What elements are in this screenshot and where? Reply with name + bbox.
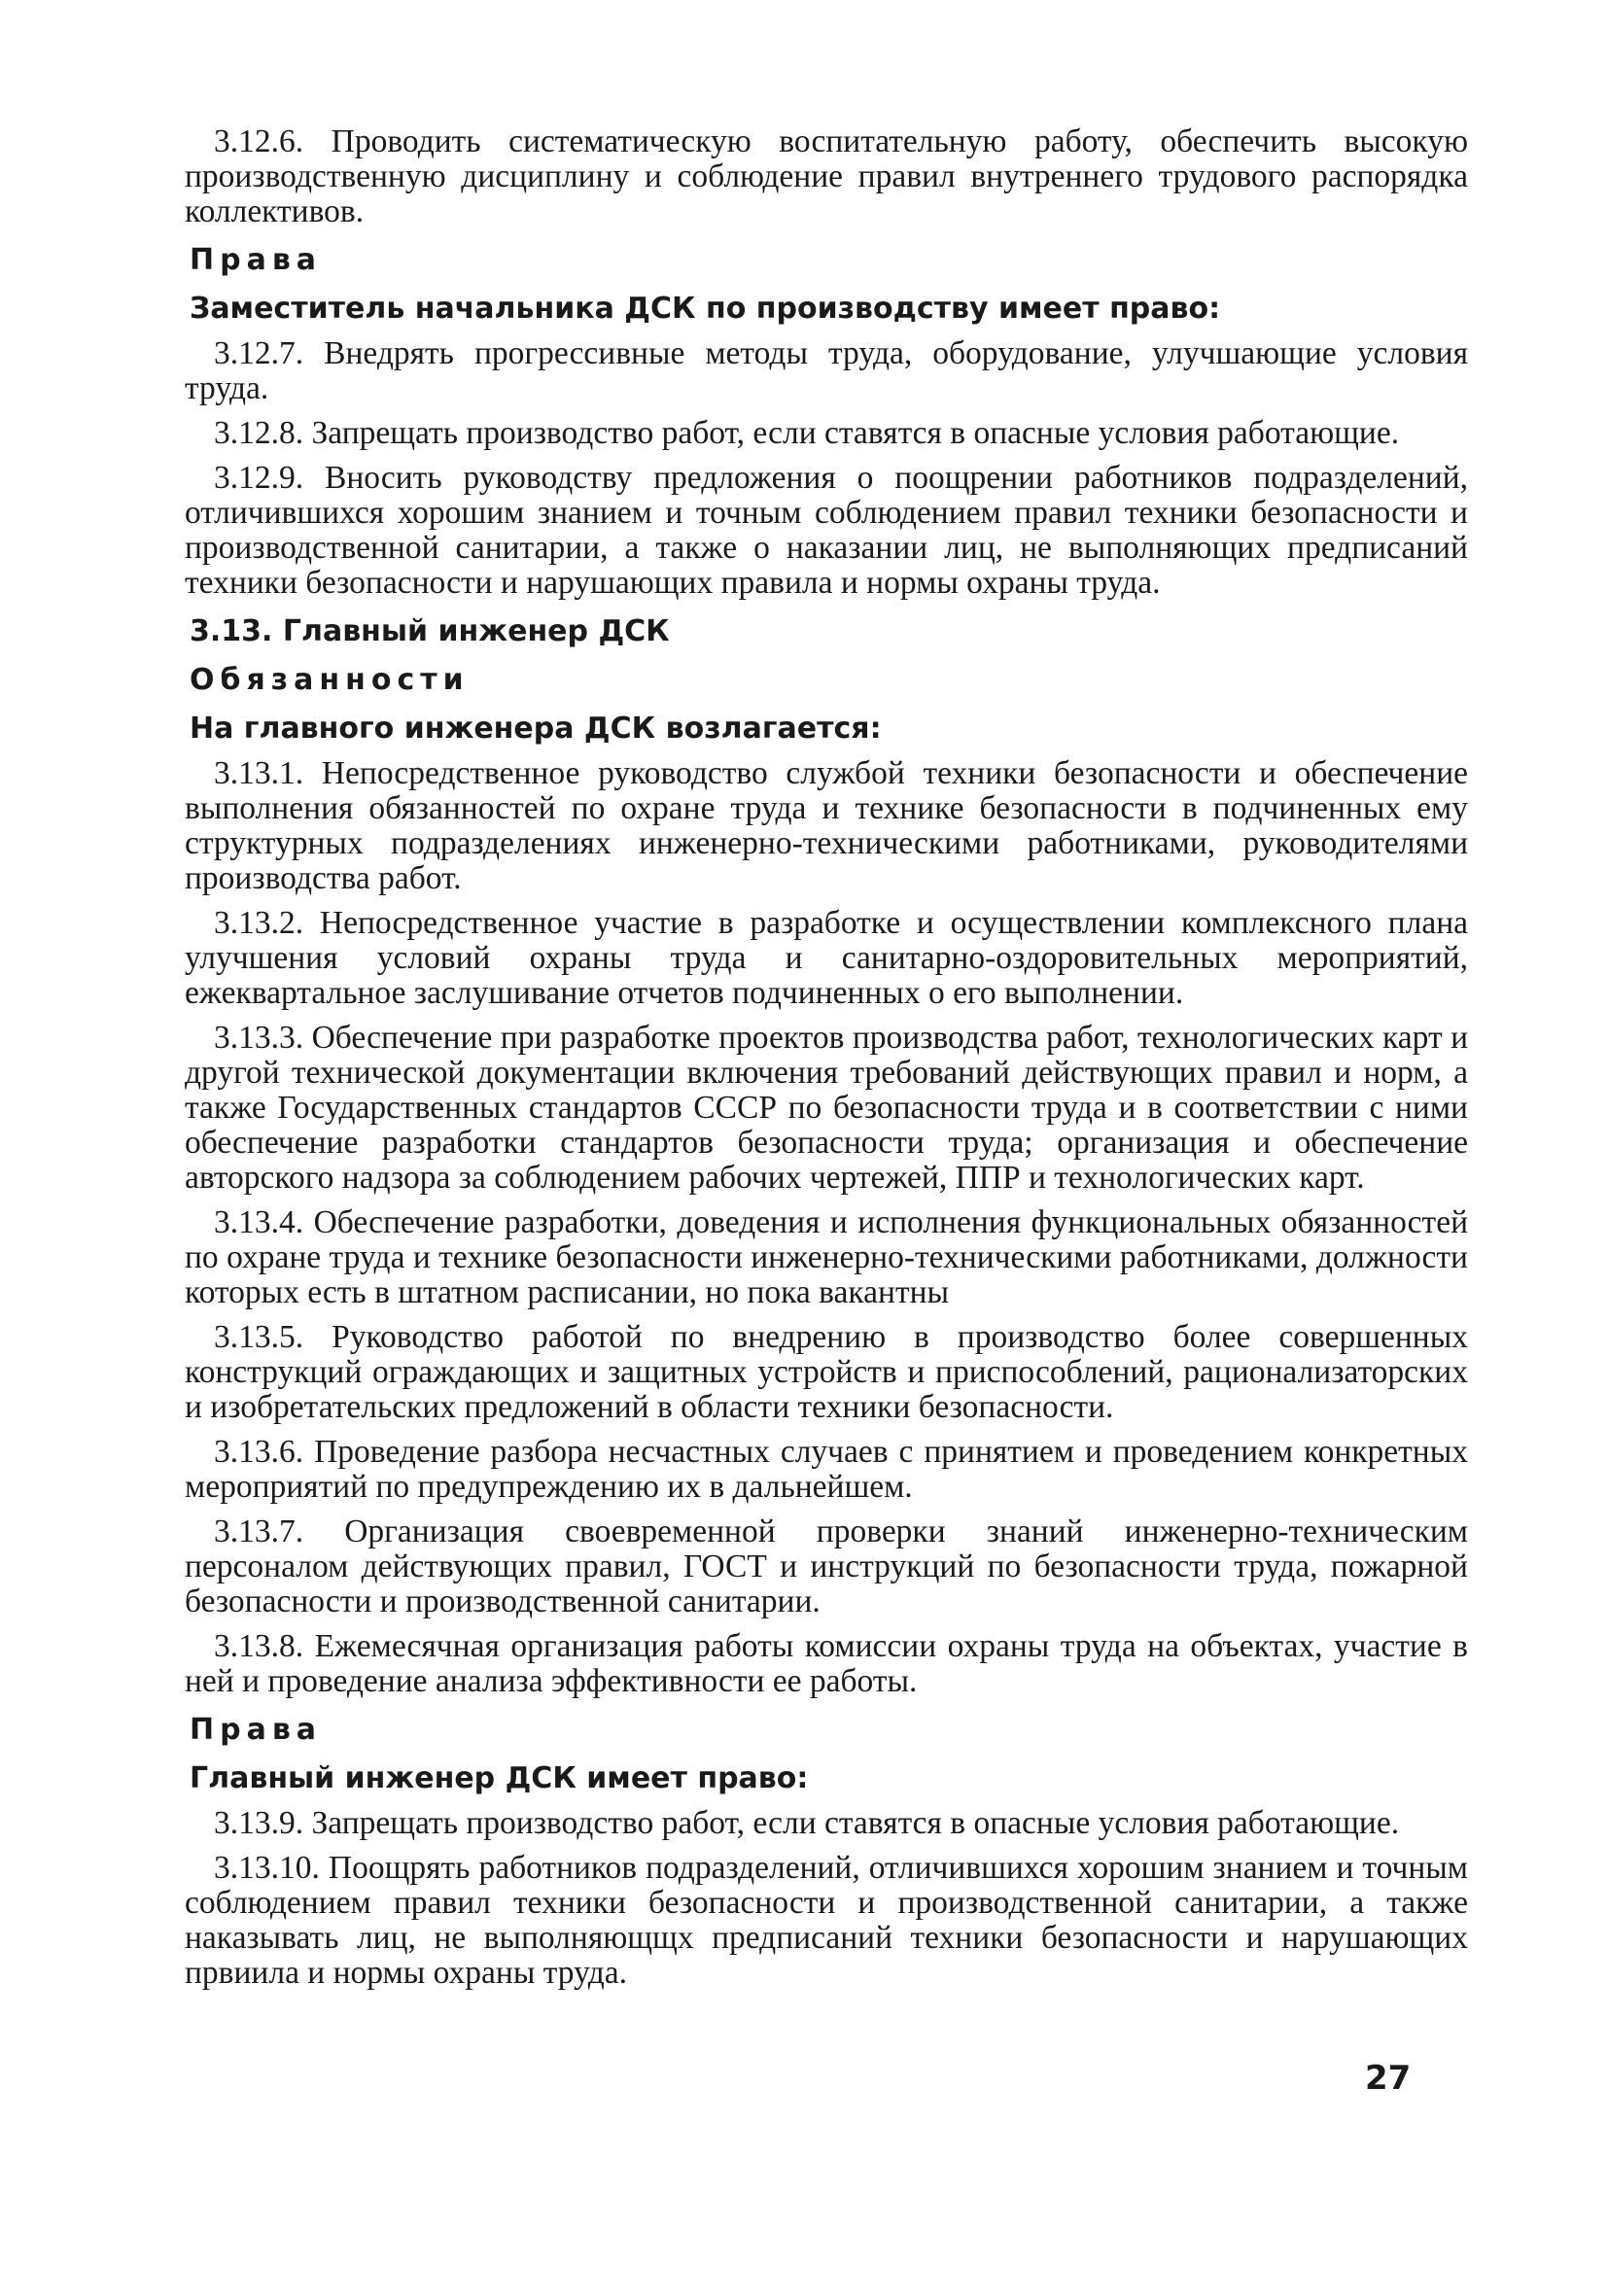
section-heading-chief-engineer: 3.13. Главный инженер ДСК (190, 614, 670, 648)
section-heading-rights-2: Права (190, 1713, 323, 1747)
paragraph-3-13-8: 3.13.8. Ежемесячная организация работы комиссии охраны труда на объектах, участие в ней и проведение анализа эффективности ее работы. (185, 1628, 1468, 1699)
document-page (185, 124, 1468, 2000)
paragraph-3-12-7: 3.12.7. Внедрять прогрессивные методы труда, оборудование, улучшающие условия труда. (185, 335, 1468, 406)
subheading-chief-engineer-rights: Главный инженер ДСК имеет право: (190, 1761, 809, 1795)
paragraph-3-13-6: 3.13.6. Проведение разбора несчастных случаев с принятием и проведением конкретных мероприятий по предупреждению их в дальнейшем. (185, 1434, 1468, 1505)
paragraph-3-13-1: 3.13.1. Непосредственное руководство службой техники безопасности и обеспечение выполнения обязанностей по охране труда и технике безопасности в подчиненных ему структурных подразделениях инженерно-техническими работниками, руководителями производства работ. (185, 755, 1468, 896)
paragraph-3-13-10: 3.13.10. Поощрять работников подразделений, отличившихся хорошим знанием и точным соблюдением правил техники безопасности и производственной санитарии, а также наказывать лиц, не выполняющщх предписаний техники безопасности и нарушающих првиила и нормы охраны труда. (185, 1850, 1468, 1991)
paragraph-3-12-9: 3.12.9. Вносить руководству предложения о поощрении работников подразделений, отличившихся хорошим знанием и точным соблюдением правил техники безопасности и производственной санитарии, а также о наказании лиц, не выполняющих предписаний техники безопасности и нарушающих правила и нормы охраны труда. (185, 460, 1468, 601)
paragraph-3-12-6: 3.12.6. Проводить систематическую воспитательную работу, обеспечить высокую производственную дисциплину и соблюдение правил внутреннего трудового распорядка коллективов. (185, 123, 1468, 229)
paragraph-3-13-4: 3.13.4. Обеспечение разработки, доведения и исполнения функциональных обязанностей по охране труда и технике безопасности инженерно-техническими работниками, должности которых есть в штатном расписании, но пока вакантны (185, 1204, 1468, 1310)
paragraph-3-13-3: 3.13.3. Обеспечение при разработке проектов производства работ, технологических карт и другой технической документации включения требований действующих правил и норм, а также Государственных стандартов СССР по безопасности труда и в соответствии с ними обеспечение разработки стандартов безопасности труда; организация и обеспечение авторского надзора за соблюдением рабочих чертежей, ППР и технологических карт. (185, 1020, 1468, 1196)
subheading-chief-engineer-duties: На главного инженера ДСК возлагается: (190, 712, 882, 746)
section-heading-rights: Права (190, 243, 323, 277)
paragraph-3-13-9: 3.13.9. Запрещать производство работ, если ставятся в опасные условия работающие. (214, 1805, 1400, 1841)
paragraph-3-12-8: 3.12.8. Запрещать производство работ, если ставятся в опасные условия работающие. (214, 415, 1400, 451)
subheading-deputy-rights: Заместитель начальника ДСК по производству имеет право: (190, 292, 1221, 326)
section-heading-duties: Обязанности (190, 663, 470, 697)
paragraph-3-13-2: 3.13.2. Непосредственное участие в разработке и осуществлении комплексного плана улучшения условий охраны труда и санитарно-оздоровительных мероприятий, ежеквартальное заслушивание отчетов подчиненных о его выполнении. (185, 905, 1468, 1011)
page-number: 27 (1365, 2059, 1412, 2098)
paragraph-3-13-7: 3.13.7. Организация своевременной проверки знаний инженерно-техническим персоналом действующих правил, ГОСТ и инструкций по безопасности труда, пожарной безопасности и производственной санитарии. (185, 1513, 1468, 1619)
paragraph-3-13-5: 3.13.5. Руководство работой по внедрению в производство более совершенных конструкций ограждающих и защитных устройств и приспособлений, рационализаторских и изобретательских предложений в области техники безопасности. (185, 1319, 1468, 1425)
